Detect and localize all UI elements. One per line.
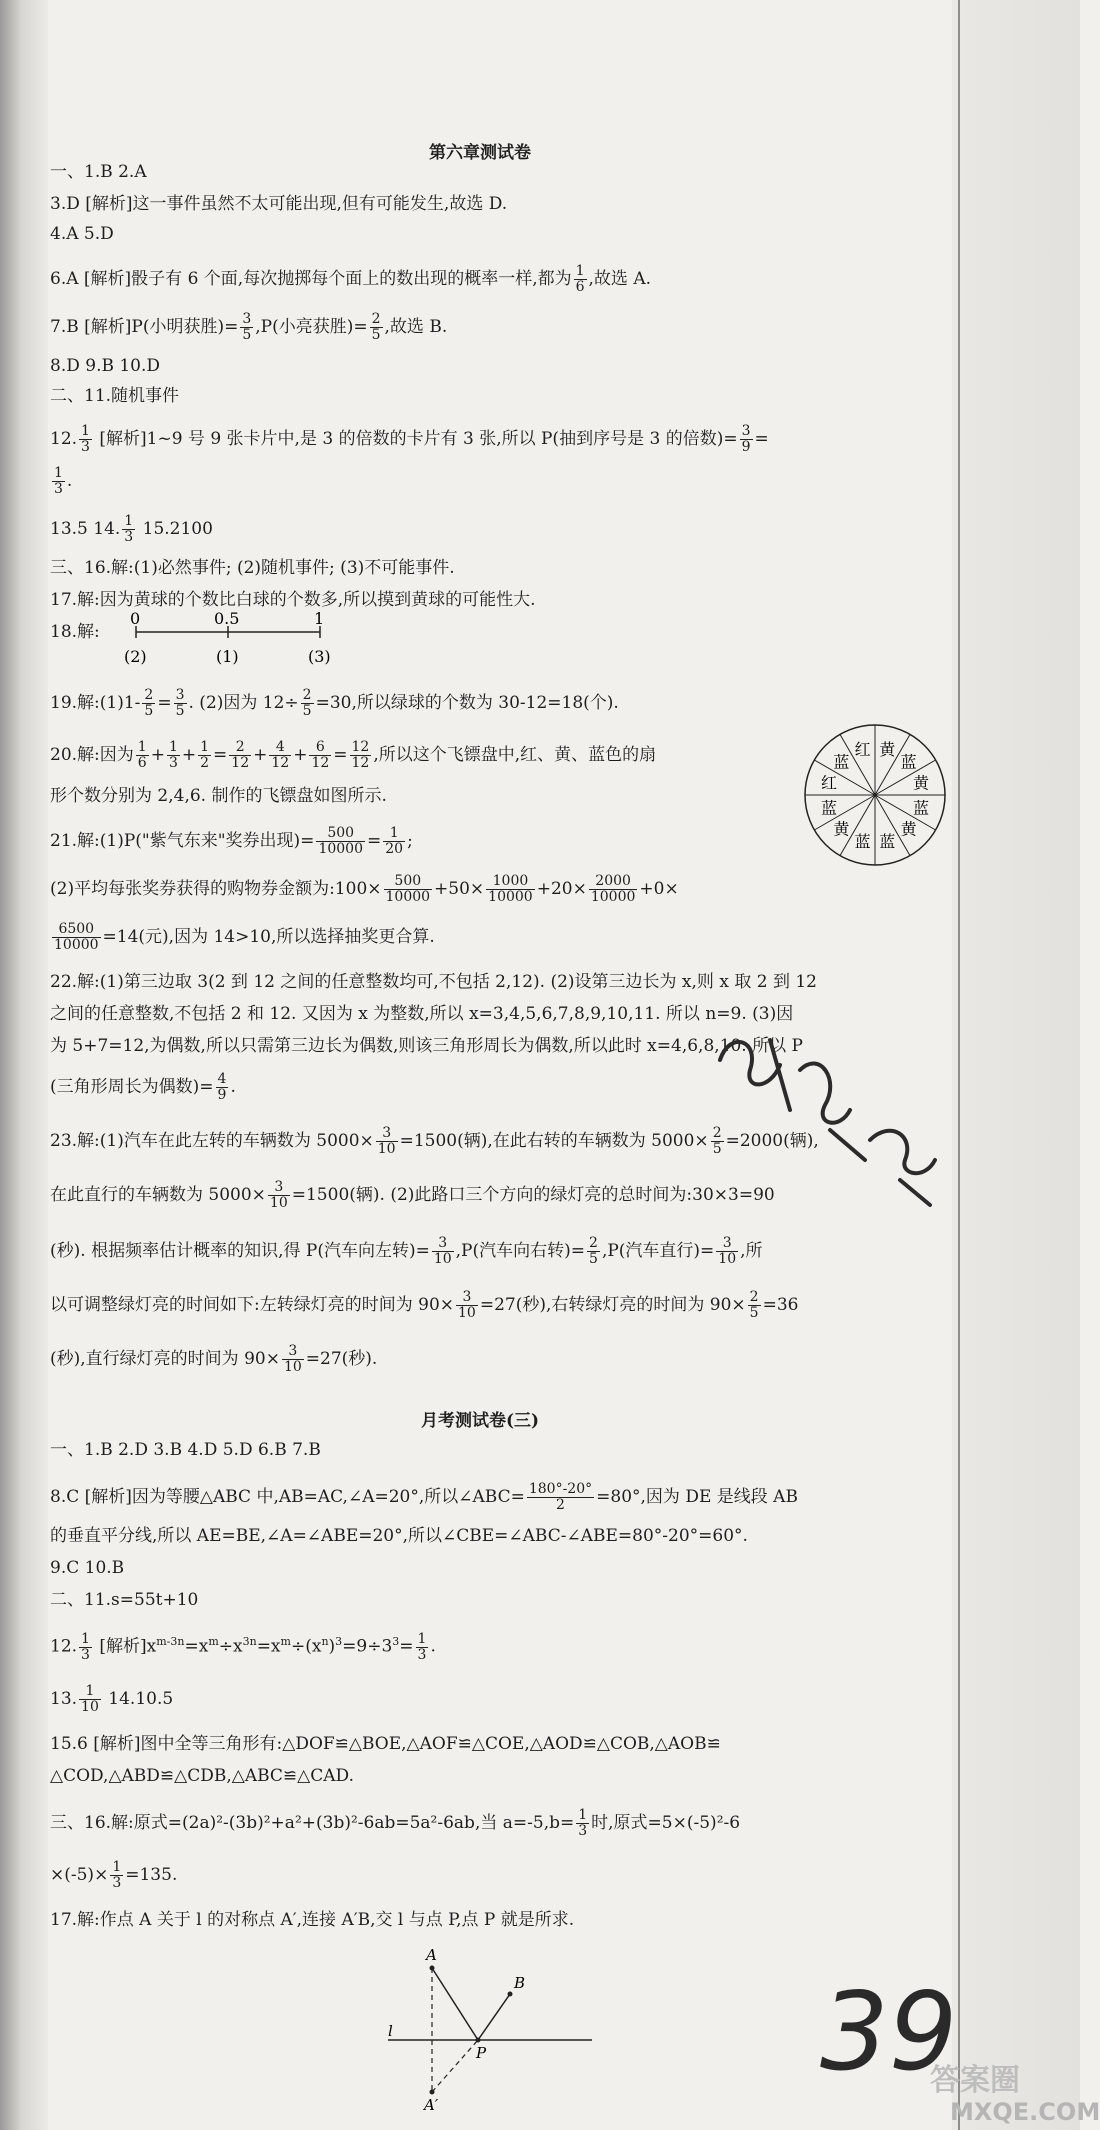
tick-label: 0 — [130, 609, 141, 628]
answer-line: 之间的任意整数,不包括 2 和 12. 又因为 x 为整数,所以 x=3,4,5,6,7,8,9,10,11. 所以 n=9. (3)因 — [50, 1004, 794, 1024]
page-number: 39 — [820, 1970, 958, 2095]
answer-line: 一、1.B 2.D 3.B 4.D 5.D 6.B 7.B — [50, 1440, 321, 1460]
margin-line — [958, 0, 960, 2130]
answer-line: 13.5 14. $\frac{1}{3}$ 15.2100 — [50, 513, 213, 545]
answer-line: 在此直行的车辆数为 5000× $\frac{3}{10}$ =1500(辆). (2)此路口三个方向的绿灯亮的总时间为:30×3=90 — [50, 1179, 775, 1211]
section-title-monthly-test: 月考测试卷(三) — [420, 1411, 540, 1431]
point-label: (3) — [308, 647, 331, 666]
point-A — [430, 1966, 435, 1971]
answer-line: $\frac{1}{3}$ . — [54, 465, 73, 497]
dartboard-sector-label: 红 — [854, 740, 871, 760]
label-APrime: A′ — [424, 2096, 439, 2114]
answer-line: 23.解:(1)汽车在此左转的车辆数为 5000× $\frac{3}{10}$ =1500(辆),在此右转的车辆数为 5000× $\frac{2}{5}$ =2000(辆), — [50, 1125, 819, 1157]
reflection-figure — [380, 1940, 600, 2115]
answer-line: (三角形周长为偶数)= $\frac{4}{9}$ . — [50, 1071, 236, 1103]
point-APrime — [430, 2090, 435, 2095]
answer-line: 20.解:因为 $\frac{1}{6}$ + $\frac{1}{3}$ + $\frac{1}{2}$ = $\frac{2}{12}$ + $\frac{4}{12}$ + $\frac{6}{12}$ = $\frac{12}{12}$ ,所以这个飞镖盘中,红、黄、蓝色的扇 — [50, 739, 657, 771]
answer-line: 形个数分别为 2,4,6. 制作的飞镖盘如图所示. — [50, 786, 387, 806]
answer-line: △COD,△ABD≌△CDB,△ABC≌△CAD. — [50, 1766, 354, 1786]
answer-line: 7.B [解析]P(小明获胜)= $\frac{3}{5}$ ,P(小亮获胜)= $\frac{2}{5}$ ,故选 B. — [50, 311, 448, 343]
dartboard-sector-label: 黄 — [912, 773, 929, 793]
answer-line: 一、1.B 2.A — [50, 162, 147, 182]
answer-line: 17.解:作点 A 关于 l 的对称点 A′,连接 A′B,交 l 与点 P,点 P 就是所求. — [50, 1910, 575, 1930]
answer-line: 为 5+7=12,为偶数,所以只需第三边长为偶数,则该三角形周长为偶数,所以此时 x=4,6,8,10. 所以 P — [50, 1036, 803, 1056]
answer-line: $\frac{6500}{10000}$ =14(元),因为 14>10,所以选择抽奖更合算. — [54, 921, 435, 953]
answer-line: 13. $\frac{1}{10}$ 14.10.5 — [50, 1683, 174, 1715]
tick-label: 0.5 — [214, 609, 240, 628]
answer-line: 3.D [解析]这一事件虽然不太可能出现,但有可能发生,故选 D. — [50, 194, 508, 214]
answer-line: 19.解:(1)1- $\frac{2}{5}$ = $\frac{3}{5}$ . (2)因为 12÷ $\frac{2}{5}$ =30,所以绿球的个数为 30-12=18(个). — [50, 687, 619, 719]
label-A: A — [426, 1946, 437, 1964]
answer-line: 8.D 9.B 10.D — [50, 356, 161, 376]
watermark-logo: 答案圈 — [930, 2063, 1020, 2098]
answer-line: (秒). 根据频率估计概率的知识,得 P(汽车向左转)= $\frac{3}{10}$ ,P(汽车向右转)= $\frac{2}{5}$ ,P(汽车直行)= $\frac{3}{10}$ ,所 — [50, 1235, 763, 1267]
answer-line: 9.C 10.B — [50, 1558, 125, 1578]
dartboard-sector-label: 蓝 — [912, 798, 929, 818]
section-title-chapter6: 第六章测试卷 — [429, 143, 531, 163]
answer-line: 的垂直平分线,所以 AE=BE,∠A=∠ABE=20°,所以∠CBE=∠ABC-∠ABE=80°-20°=60°. — [50, 1526, 748, 1546]
answer-line: 8.C [解析]因为等腰△ABC 中,AB=AC,∠A=20°,所以∠ABC= $\frac{180^\circ-20^\circ}{2}$ =80°,因为 DE 是线段 AB — [50, 1481, 798, 1513]
page-binding-shadow — [0, 0, 48, 2130]
point-label: (2) — [124, 647, 147, 666]
dartboard-sector-label: 黄 — [900, 819, 917, 839]
answer-line: 18.解: — [50, 622, 100, 642]
segment-APrimeP — [432, 2040, 478, 2092]
answer-line: (2)平均每张奖券获得的购物券金额为:100× $\frac{500}{10000}$ +50× $\frac{1000}{10000}$ +20× $\frac{2000}{10000}$ +0× — [50, 873, 679, 905]
segment-AP — [432, 1968, 478, 2040]
answer-line: 6.A [解析]骰子有 6 个面,每次抛掷每个面上的数出现的概率一样,都为 $\frac{1}{6}$ ,故选 A. — [50, 263, 652, 295]
label-B: B — [514, 1974, 526, 1992]
answer-line: 15.6 [解析]图中全等三角形有:△DOF≌△BOE,△AOF≌△COE,△AOD≌△COB,△AOB≌ — [50, 1734, 721, 1754]
answer-line: 三、16.解:(1)必然事件; (2)随机事件; (3)不可能事件. — [50, 558, 455, 578]
label-P: P — [476, 2044, 487, 2062]
answer-line: ×(-5)× $\frac{1}{3}$ =135. — [50, 1859, 178, 1891]
dartboard-sector-label: 黄 — [833, 819, 850, 839]
point-P — [476, 2038, 481, 2043]
answer-line: 4.A 5.D — [50, 224, 114, 244]
dartboard-sector-label: 黄 — [879, 740, 896, 760]
answer-line: 22.解:(1)第三边取 3(2 到 12 之间的任意整数均可,不包括 2,12). (2)设第三边长为 x,则 x 取 2 到 12 — [50, 972, 817, 992]
point-label: (1) — [216, 647, 239, 666]
answer-line: 二、11.随机事件 — [50, 386, 180, 406]
dartboard-sector-label: 蓝 — [854, 831, 871, 851]
answer-line: 三、16.解:原式=(2a)²-(3b)²+a²+(3b)²-6ab=5a²-6ab,当 a=-5,b= $\frac{1}{3}$ 时,原式=5×(-5)²-6 — [50, 1807, 741, 1839]
segment-PB — [478, 1994, 510, 2040]
answer-line: 21.解:(1)P("紫气东来"奖券出现)= $\frac{500}{10000}$ = $\frac{1}{20}$ ; — [50, 825, 413, 857]
answer-line: 二、11.s=55t+10 — [50, 1590, 199, 1610]
dartboard-figure — [800, 720, 950, 870]
dartboard-sector-label: 蓝 — [900, 752, 917, 772]
answer-line: 17.解:因为黄球的个数比白球的个数多,所以摸到黄球的可能性大. — [50, 590, 536, 610]
dartboard-sector-label: 蓝 — [833, 752, 850, 772]
answer-line: 12. $\frac{1}{3}$ [解析]$x^{m-3n}=x^m\div x^{3n}=x^m\div(x^n)^3=9\div 3^3=$ $\frac{1}{3}$ . — [50, 1630, 436, 1663]
tick-label: 1 — [314, 609, 325, 628]
answer-line: 12. $\frac{1}{3}$ [解析]1~9 号 9 张卡片中,是 3 的倍数的卡片有 3 张,所以 P(抽到序号是 3 的倍数)= $\frac{3}{9}$ = — [50, 423, 769, 455]
handwriting-scribble — [700, 1010, 950, 1210]
dartboard-sector-label: 红 — [821, 773, 838, 793]
watermark-url: MXQE.COM — [950, 2098, 1100, 2126]
answer-line: 以可调整绿灯亮的时间如下:左转绿灯亮的时间为 90× $\frac{3}{10}$ =27(秒),右转绿灯亮的时间为 90× $\frac{2}{5}$ =36 — [50, 1289, 799, 1321]
dartboard-sector-label: 蓝 — [821, 798, 838, 818]
number-line-figure — [110, 610, 350, 680]
label-l: l — [388, 2022, 393, 2040]
point-B — [508, 1992, 513, 1997]
dartboard-sector-label: 蓝 — [879, 831, 896, 851]
answer-line: (秒),直行绿灯亮的时间为 90× $\frac{3}{10}$ =27(秒). — [50, 1343, 378, 1375]
right-margin — [952, 0, 1080, 2130]
